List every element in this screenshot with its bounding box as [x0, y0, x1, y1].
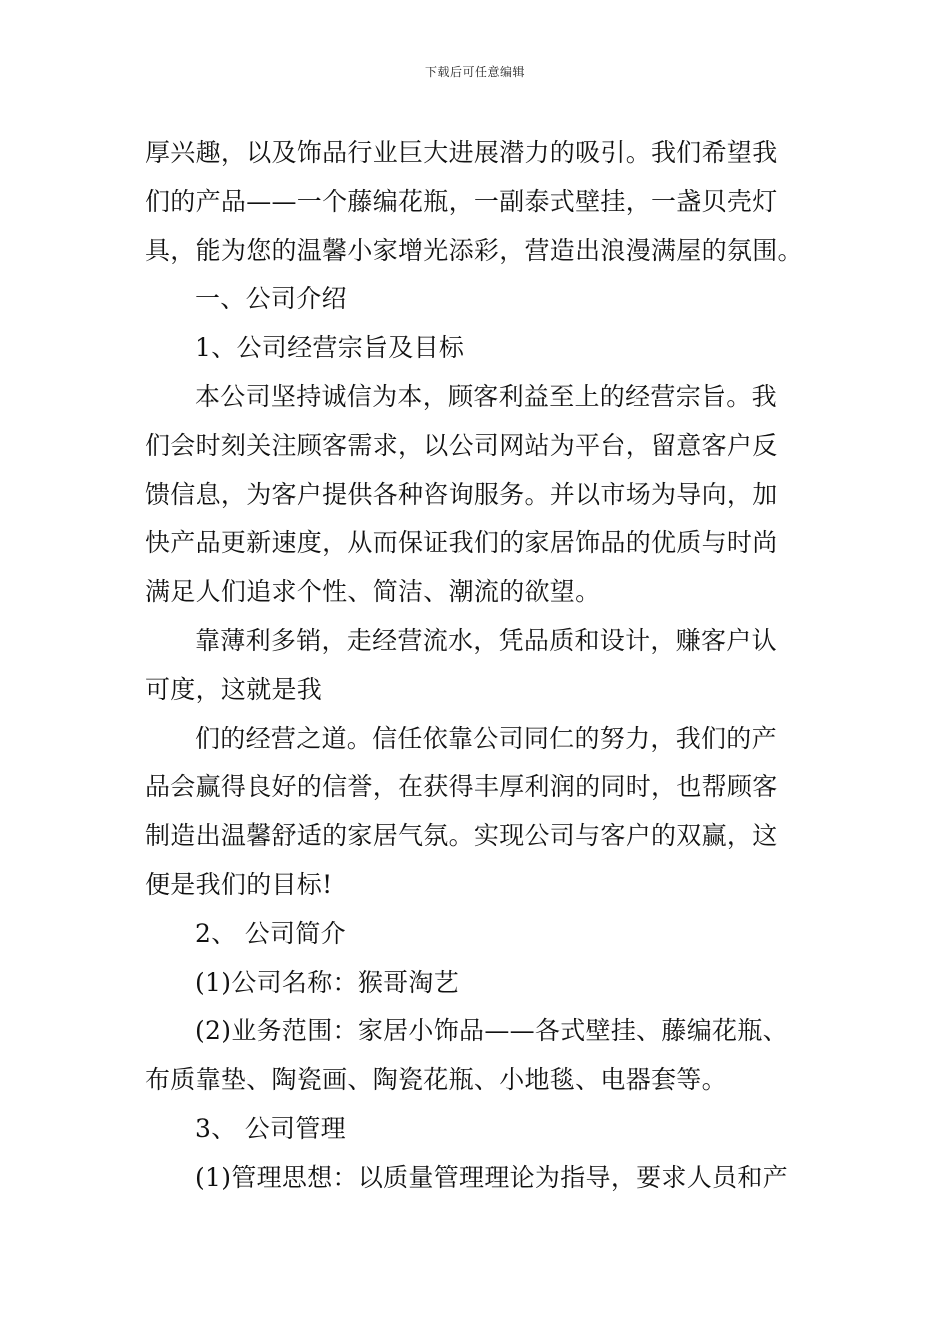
text-line: 满足人们追求个性、简洁、潮流的欲望。	[145, 577, 601, 607]
text-line: 可度，这就是我	[145, 674, 323, 704]
text-line: 快产品更新速度，从而保证我们的家居饰品的优质与时尚	[145, 528, 778, 558]
page-header: 下载后可任意编辑	[424, 65, 525, 79]
text-line: 们的产品——一个藤编花瓶，一副泰式壁挂，一盏贝壳灯	[145, 186, 778, 216]
text-line: 具，能为您的温馨小家增光添彩，营造出浪漫满屋的氛围。	[145, 235, 803, 265]
text-line: 靠薄利多销，走经营流水，凭品质和设计，赚客户认	[195, 625, 777, 655]
list-item: (1)公司名称：猴哥淘艺	[195, 967, 460, 997]
subsection-heading: 1、公司经营宗旨及目标	[195, 333, 465, 363]
section-heading: 一、公司介绍	[195, 284, 347, 314]
subsection-heading: 3、 公司管理	[195, 1113, 346, 1143]
subsection-heading: 2、 公司简介	[195, 918, 346, 948]
list-item: (2)业务范围：家居小饰品——各式壁挂、藤编花瓶、	[195, 1016, 788, 1046]
text-line: 们的经营之道。信任依靠公司同仁的努力，我们的产	[195, 723, 777, 753]
document-body	[145, 129, 810, 1203]
text-line: 便是我们的目标!	[145, 869, 333, 899]
text-line: 们会时刻关注顾客需求，以公司网站为平台，留意客户反	[145, 430, 778, 460]
text-line: 制造出温馨舒适的家居气氛。实现公司与客户的双赢，这	[145, 821, 778, 851]
text-line: 本公司坚持诚信为本，顾客利益至上的经营宗旨。我	[195, 381, 777, 411]
list-item: (1)管理思想：以质量管理理论为指导，要求人员和产	[195, 1162, 788, 1192]
text-line: 厚兴趣，以及饰品行业巨大进展潜力的吸引。我们希望我	[145, 138, 778, 167]
text-line: 品会赢得良好的信誉，在获得丰厚利润的同时，也帮顾客	[145, 772, 778, 802]
text-line: 布质靠垫、陶瓷画、陶瓷花瓶、小地毯、电器套等。	[145, 1065, 727, 1095]
text-line: 馈信息，为客户提供各种咨询服务。并以市场为导向，加	[145, 479, 778, 509]
